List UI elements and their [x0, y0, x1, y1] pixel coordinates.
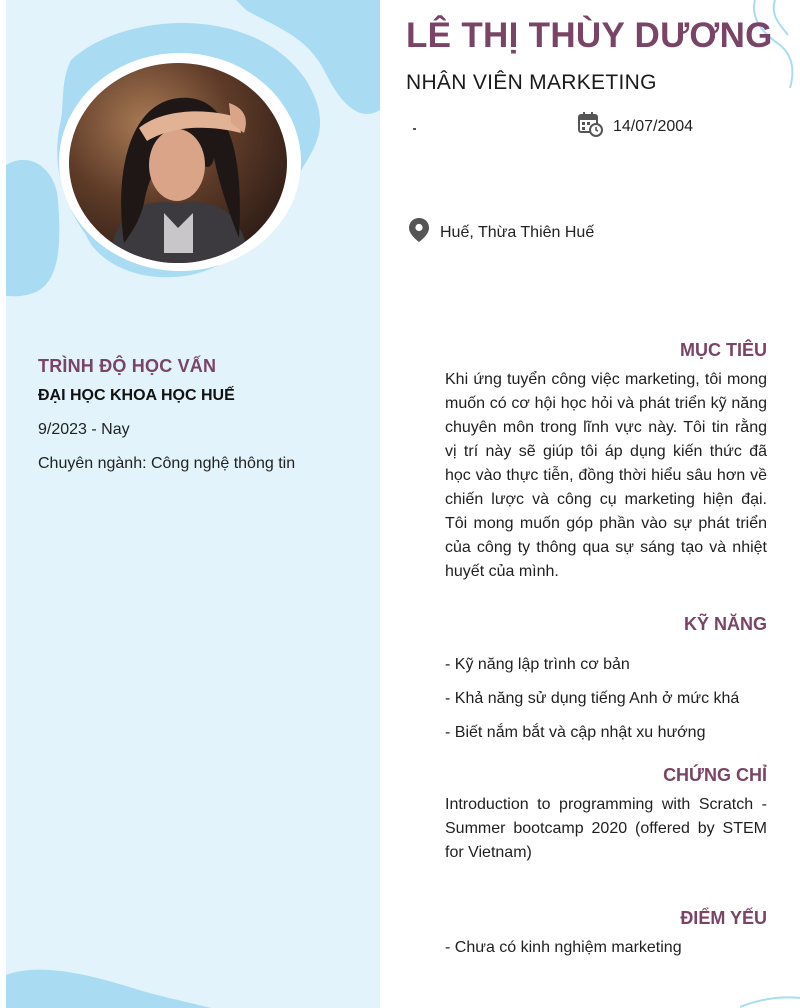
education-heading: TRÌNH ĐỘ HỌC VẤN [38, 356, 217, 376]
avatar [69, 63, 287, 263]
education-major: Chuyên ngành: Công nghệ thông tin [38, 455, 296, 472]
weaknesses-heading: ĐIỂM YẾU [680, 908, 767, 928]
location-row [408, 217, 594, 248]
objective-heading: MỤC TIÊU [680, 340, 767, 360]
candidate-name: LÊ THỊ THÙY DƯƠNG [406, 16, 773, 55]
skill-item: - Kỹ năng lập trình cơ bản [445, 656, 630, 673]
skills-heading: KỸ NĂNG [683, 614, 767, 634]
weakness-item: - Chưa có kinh nghiệm marketing [445, 939, 682, 956]
certificates-heading: CHỨNG CHỈ [663, 765, 767, 785]
bottom-swirl-decoration [740, 994, 800, 1008]
skill-item: - Biết nắm bắt và cập nhật xu hướng [445, 724, 706, 741]
dob-row [577, 111, 693, 142]
dob-text: 14/07/2004 [613, 117, 694, 135]
education-period: 9/2023 - Nay [38, 421, 130, 438]
objective-text: Khi ứng tuyển công việc marketing, tôi mong muốn có cơ hội học hỏi và phát triển kỹ năng chuyên môn trong lĩnh vực này. Tôi tin rằng vị trí này sẽ giúp tôi áp dụng kiến thức đã học vào thực tiễn, đồng thời hiểu sâu hơn về chiến lược và công cụ marketing hiện đại. Tôi mong muốn góp phần vào sự phát triển của công ty thông qua sự sáng tạo và nhiệt huyết của mình. [445, 371, 767, 580]
certificate-text: Introduction to programming with Scratch - Summer bootcamp 2020 (offered by STEM for Vietnam) [445, 796, 767, 861]
sidebar [6, 0, 380, 1008]
location-text: Huế, Thừa Thiên Huế [440, 223, 595, 241]
education-school: ĐẠI HỌC KHOA HỌC HUẾ [38, 387, 235, 404]
stray-mark [413, 128, 416, 130]
skill-item: - Khả năng sử dụng tiếng Anh ở mức khá [445, 690, 740, 707]
map-pin-icon [408, 217, 430, 248]
calendar-icon [577, 111, 603, 142]
job-title: NHÂN VIÊN MARKETING [406, 71, 657, 94]
